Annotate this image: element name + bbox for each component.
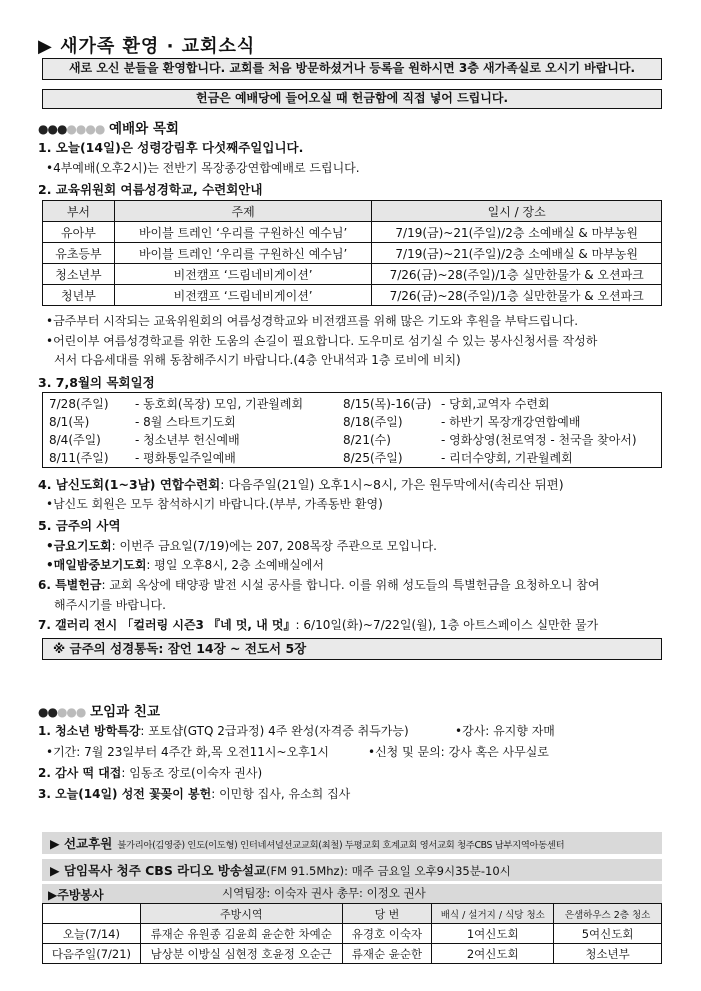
schedule-date: 8/25(주일) xyxy=(343,451,403,465)
schedule-date: 8/18(주일) xyxy=(343,415,403,429)
schedule-desc: - 동호회(목장) 모임, 기관월례회 xyxy=(135,397,304,411)
schedule-date: 8/15(목)-16(금) xyxy=(343,397,432,411)
worship-item-4-sub: •남신도 회원은 모두 참석하시기 바랍니다.(부부, 가족동반 환영) xyxy=(46,497,383,511)
table-cell: 유초등부 xyxy=(43,243,115,264)
table-cell: 청소년부 xyxy=(43,264,115,285)
worship-item-5-sub2 xyxy=(46,556,324,573)
table-cell: 유경호 이숙자 xyxy=(342,924,432,944)
table-header-cell: 은샘하우스 2층 청소 xyxy=(554,904,662,924)
fellowship-item-1-sub2: •신청 및 문의: 강사 혹은 사무실로 xyxy=(368,745,549,759)
worship-item-7 xyxy=(38,616,598,633)
table-cell: 5여신도회 xyxy=(554,924,662,944)
worship-title: 예배와 목회 xyxy=(109,121,179,137)
fellowship-item-3-label: 3. 오늘(14일) 성전 꽃꽂이 봉헌 xyxy=(38,787,212,801)
schedule-desc: - 평화통일주일예배 xyxy=(135,451,236,465)
table-cell: 다음주일(7/21) xyxy=(43,944,141,964)
table-row xyxy=(43,222,662,243)
fellowship-title: 모임과 친교 xyxy=(90,704,160,720)
worship-item-5-sub2-text: : 평일 오후8시, 2층 소예배실에서 xyxy=(146,558,324,572)
worship-item-2-sub2-cont: 서서 다음세대를 위해 동참해주시기 바랍니다.(4층 안내석과 1층 로비에 비치) xyxy=(54,353,461,367)
schedule-desc: - 리더수양회, 기관월례회 xyxy=(441,451,573,465)
kitchen-service-table xyxy=(42,903,662,964)
table-cell: 유아부 xyxy=(43,222,115,243)
table-cell: 류재순 유원종 김윤희 윤순한 차예순 xyxy=(140,924,342,944)
table-cell: 1여신도회 xyxy=(432,924,554,944)
table-row xyxy=(43,264,662,285)
schedule-date: 8/21(수) xyxy=(343,433,391,447)
fellowship-item-2 xyxy=(38,764,262,781)
table-cell: 남상분 이방실 심현정 호윤정 오순근 xyxy=(140,944,342,964)
table-cell: 오늘(7/14) xyxy=(43,924,141,944)
table-cell: 바이블 트레인 ‘우리를 구원하신 예수님’ xyxy=(114,222,372,243)
schedule-desc: - 하반기 목장개강연합예배 xyxy=(441,415,581,429)
fellowship-item-1 xyxy=(38,722,409,739)
fellowship-item-1-label: 1. 청소년 방학특강 xyxy=(38,724,141,738)
welcome-banner: 새로 오신 분들을 환영합니다. 교회를 처음 방문하셨거나 등록을 원하시면 3층 새가족실로 오시기 바랍니다. xyxy=(42,58,662,80)
table-cell: 비전캠프 ‘드림네비게이션’ xyxy=(114,264,372,285)
worship-item-1-sub: •4부예배(오후2시)는 전반기 목장종강연합예배로 드립니다. xyxy=(46,161,360,175)
table-cell: 7/26(금)~28(주일)/1층 실만한물가 & 오션파크 xyxy=(372,264,662,285)
offering-notice: 헌금은 예배당에 들어오실 때 헌금함에 직접 넣어 드립니다. xyxy=(42,89,662,109)
fellowship-item-2-label: 2. 감사 떡 대접 xyxy=(38,766,122,780)
schedule-desc: - 당회,교역자 수련회 xyxy=(441,397,550,411)
worship-item-5-sub1-label: •금요기도회 xyxy=(46,539,112,553)
table-cell: 7/19(금)~21(주일)/2층 소예배실 & 마부농원 xyxy=(372,243,662,264)
schedule-desc: - 8월 스타트기도회 xyxy=(135,415,236,429)
table-cell: 비전캠프 ‘드림네비게이션’ xyxy=(114,285,372,306)
worship-item-3: 3. 7,8월의 목회일정 xyxy=(38,375,155,390)
worship-item-7-text: : 6/10일(화)~7/22일(월), 1층 아트스페이스 실만한 물가 xyxy=(295,618,599,632)
section-dots-dark-icon: ●● xyxy=(38,705,57,719)
table-header-cell: 당 번 xyxy=(342,904,432,924)
kitchen-service-label: ▶주방봉사 xyxy=(48,888,104,902)
worship-item-7-label: 7. 갤러리 전시 「컬러링 시즌3 『네 멋, 내 멋』 xyxy=(38,618,296,632)
schedule-date: 8/1(목) xyxy=(49,415,90,429)
worship-item-5: 5. 금주의 사역 xyxy=(38,518,121,533)
radio-sermon-label: ▶ 담임목사 청주 CBS 라디오 방송설교 xyxy=(50,863,267,878)
table-header-cell: 주제 xyxy=(114,201,372,222)
worship-item-5-sub1-text: : 이번주 금요일(7/19)에는 207, 208목장 주관으로 모입니다. xyxy=(111,539,437,553)
fellowship-item-3 xyxy=(38,785,350,802)
table-header-cell: 일시 / 장소 xyxy=(372,201,662,222)
table-row xyxy=(43,243,662,264)
fellowship-item-2-text: : 임동조 장로(이숙자 권사) xyxy=(121,766,263,780)
worship-item-1: 1. 오늘(14일)은 성령강림후 다섯째주일입니다. xyxy=(38,140,304,155)
table-row xyxy=(43,924,662,944)
table-cell: 7/19(금)~21(주일)/2층 소예배실 & 마부농원 xyxy=(372,222,662,243)
radio-sermon-text: (FM 91.5Mhz): 매주 금요일 오후9시35분-10시 xyxy=(266,864,511,878)
bible-reading-box: ※ 금주의 성경통독: 잠언 14장 ~ 전도서 5장 xyxy=(42,638,662,660)
worship-section-heading xyxy=(38,117,179,137)
table-header-cell: 부서 xyxy=(43,201,115,222)
section-dots-dark-icon: ●●● xyxy=(38,122,67,136)
fellowship-item-3-text: : 이민항 집사, 유소희 집사 xyxy=(211,787,351,801)
education-schedule-table xyxy=(42,200,662,306)
table-row xyxy=(43,285,662,306)
table-cell: 청소년부 xyxy=(554,944,662,964)
worship-item-6-cont: 해주시기를 바랍니다. xyxy=(54,598,166,612)
fellowship-item-1-text: : 포토샵(GTQ 2급과정) 4주 완성(자격증 취득가능) xyxy=(140,724,409,738)
mission-support-bar xyxy=(42,832,662,854)
table-header-row xyxy=(43,201,662,222)
fellowship-item-1-teacher: •강사: 유지향 자매 xyxy=(455,724,555,738)
schedule-date: 8/11(주일) xyxy=(49,451,109,465)
worship-item-4 xyxy=(38,475,564,493)
worship-item-6-text: : 교회 옥상에 태양광 발전 시설 공사를 합니다. 이를 위해 성도들의 특별헌금을 요청하오니 참여 xyxy=(101,578,600,592)
table-cell: 2여신도회 xyxy=(432,944,554,964)
worship-item-2-sub1: •금주부터 시작되는 교육위원회의 여름성경학교와 비전캠프를 위해 많은 기도와 후원을 부탁드립니다. xyxy=(46,314,579,328)
kitchen-leaders: 시역팀장: 이숙자 권사 총무: 이정오 권사 xyxy=(222,886,426,900)
table-cell: 류재순 윤순한 xyxy=(342,944,432,964)
fellowship-item-1-sub1: •기간: 7월 23일부터 4주간 화,목 오전11시~오후1시 xyxy=(46,745,329,759)
section-dots-light-icon: ●●● xyxy=(56,705,86,719)
radio-sermon-bar xyxy=(42,859,662,881)
schedule-date: 8/4(주일) xyxy=(49,433,101,447)
table-header-cell xyxy=(43,904,141,924)
table-cell: 바이블 트레인 ‘우리를 구원하신 예수님’ xyxy=(114,243,372,264)
worship-item-5-sub1 xyxy=(46,537,437,554)
worship-item-4-label: 4. 남신도회(1~3남) 연합수련회 xyxy=(38,477,221,492)
mission-support-label: ▶ 선교후원 xyxy=(50,836,113,851)
table-header-cell: 주방시역 xyxy=(140,904,342,924)
worship-item-2: 2. 교육위원회 여름성경학교, 수련회안내 xyxy=(38,182,263,197)
worship-item-2-sub2: •어린이부 여름성경학교를 위한 도움의 손길이 필요합니다. 도우미로 섬기실 수 있는 봉사신청서를 작성하 xyxy=(46,334,598,348)
schedule-date: 7/28(주일) xyxy=(49,397,109,411)
table-header-row xyxy=(43,904,662,924)
worship-item-4-text: : 다음주일(21일) 오후1시~8시, 가은 원두막에서(속리산 뒤편) xyxy=(220,477,564,492)
table-cell: 청년부 xyxy=(43,285,115,306)
section-dots-light-icon: ●●●● xyxy=(66,122,105,136)
kitchen-service-bar xyxy=(42,884,662,903)
table-cell: 7/26(금)~28(주일)/1층 실만한물가 & 오션파크 xyxy=(372,285,662,306)
fellowship-section-heading xyxy=(38,700,160,720)
schedule-desc: - 영화상영(천로역정 - 천국을 찾아서) xyxy=(441,433,637,447)
worship-item-6-label: 6. 특별헌금 xyxy=(38,578,102,592)
table-row xyxy=(43,944,662,964)
worship-item-6 xyxy=(38,576,599,593)
worship-item-5-sub2-label: •매일밤중보기도회 xyxy=(46,558,147,572)
pastoral-schedule-box xyxy=(42,392,662,468)
table-header-cell: 배식 / 설거지 / 식당 청소 xyxy=(432,904,554,924)
page-title: ▶ 새가족 환영 · 교회소식 xyxy=(38,36,256,57)
schedule-desc: - 청소년부 헌신예배 xyxy=(135,433,240,447)
mission-support-text: 불가리아(김영중) 인도(이도형) 인터네셔널선교교회(최철) 두평교회 호계교회 영서교회 청주CBS 남부지역아동센터 xyxy=(117,840,565,851)
